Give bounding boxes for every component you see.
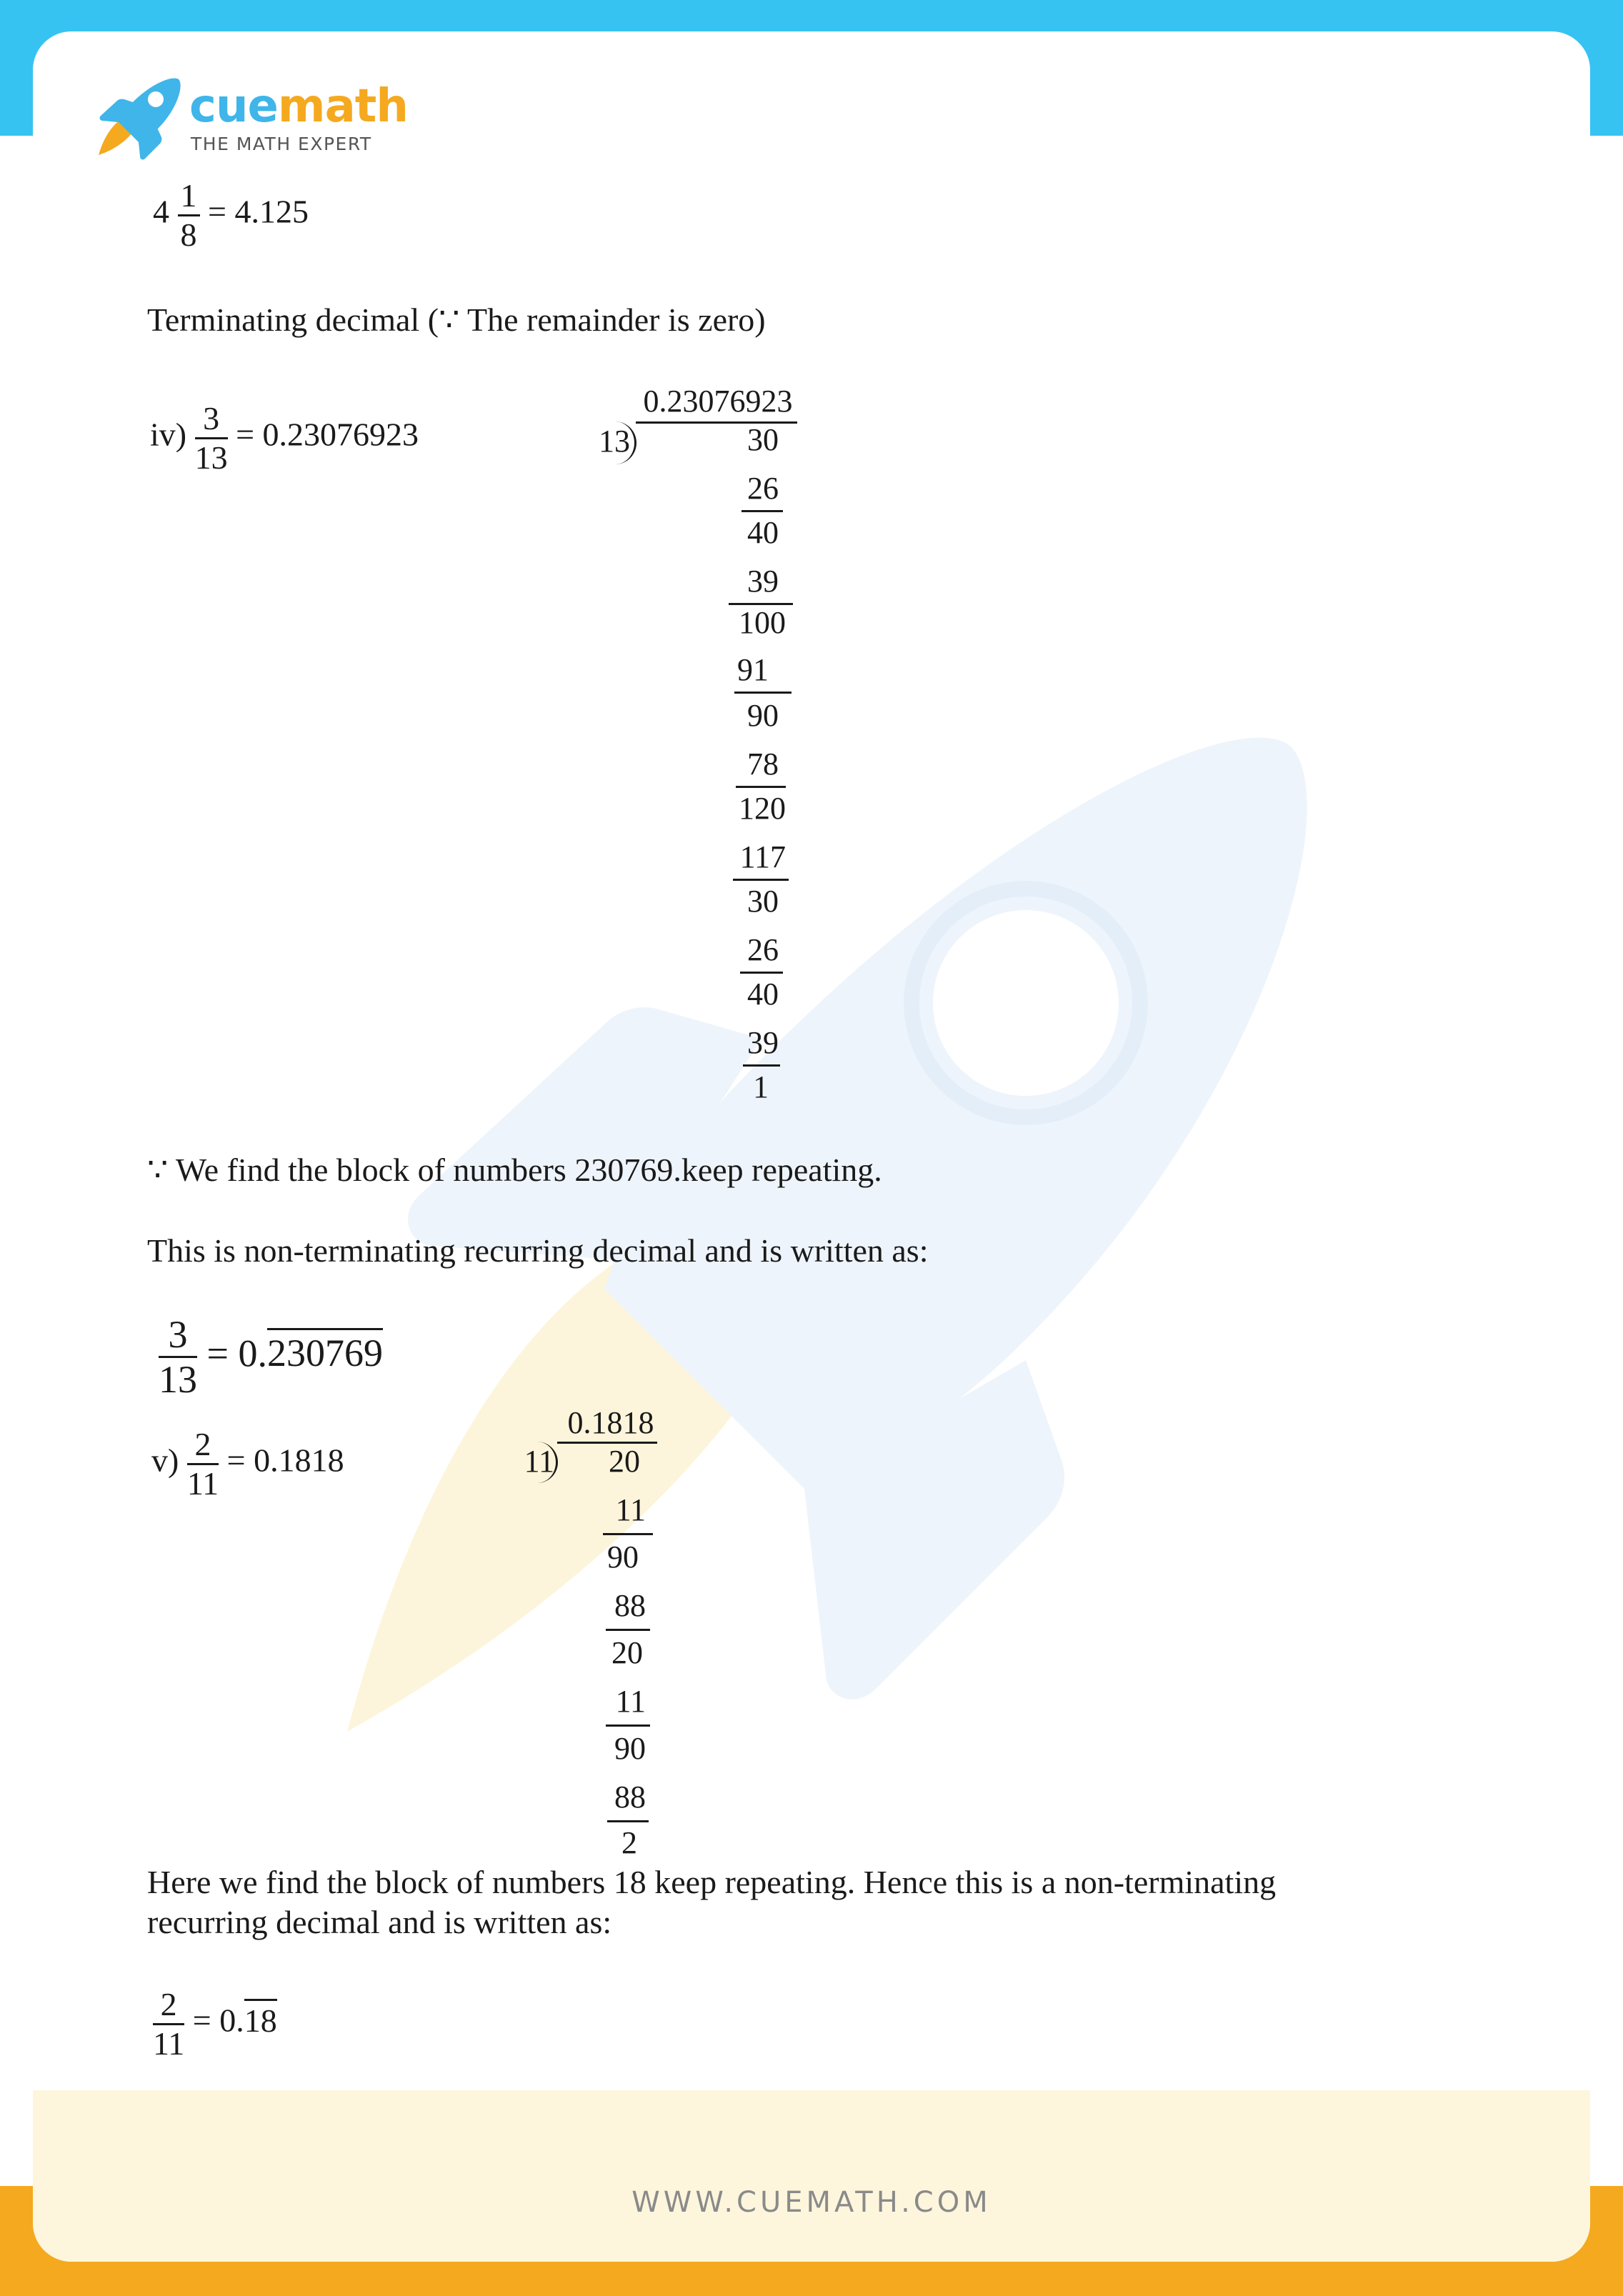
result-iv-fraction [159, 1313, 197, 1402]
division-v-step: 20 [609, 1444, 640, 1479]
division-iv-step: 40 [747, 977, 779, 1012]
repeat-note-v-line2: recurring decimal and is written as: [147, 1904, 612, 1940]
division-iv-step: 120 [739, 791, 786, 826]
part-v-denominator: 11 [186, 1464, 219, 1502]
mixed-whole: 4 [153, 193, 169, 230]
part-iv-label: iv) [150, 416, 187, 453]
part-v-rhs: = 0.1818 [226, 1442, 344, 1479]
result-iv-numerator: 3 [159, 1313, 197, 1358]
mixed-denominator: 8 [180, 216, 197, 253]
division-v-step: 20 [611, 1635, 643, 1670]
division-v-rule [606, 1725, 650, 1727]
division-iv-rule [736, 786, 786, 788]
division-v-step: 11 [615, 1684, 646, 1719]
part-iv-fraction [195, 400, 228, 476]
division-iv-step: 39 [747, 1025, 779, 1060]
part-v-numerator: 2 [187, 1426, 219, 1465]
division-v-step: 88 [614, 1780, 646, 1815]
division-v-step: 2 [621, 1825, 637, 1860]
division-v-step: 90 [614, 1731, 646, 1766]
division-iv-step: 40 [747, 515, 779, 550]
equation-mixed-number [153, 177, 309, 253]
division-v-rule [606, 1629, 650, 1631]
cuemath-rocket-logo-icon [93, 75, 186, 161]
footer-strip [33, 2090, 1590, 2262]
division-iv-step: 26 [747, 471, 779, 506]
result-v-equation [153, 1986, 277, 2062]
result-v-repeating-block: 18 [244, 1999, 277, 2039]
part-v-fraction [187, 1426, 219, 1502]
nonterminating-note-iv: This is non-terminating recurring decimal and is written as: [147, 1232, 929, 1269]
result-v-denominator: 11 [153, 2025, 185, 2062]
division-v-rule [603, 1533, 653, 1535]
part-iv-equation [150, 400, 419, 476]
division-v-rule [607, 1820, 649, 1822]
division-v-quotient: 0.1818 [567, 1405, 654, 1440]
result-iv-equation [159, 1313, 383, 1402]
brand-name-math: math [277, 80, 408, 133]
division-iv-step: 117 [739, 839, 786, 874]
repeat-note-iv: ∵ We find the block of numbers 230769.keep repeating. [147, 1152, 882, 1188]
division-v-step: 88 [614, 1588, 646, 1623]
part-v-equation [151, 1426, 344, 1502]
mixed-numerator: 1 [178, 177, 200, 216]
part-iv-rhs: = 0.23076923 [236, 416, 419, 453]
division-iv-rule [743, 1064, 780, 1067]
division-iv-step: 91 [737, 652, 769, 687]
result-iv-repeating-block: 230769 [267, 1328, 383, 1374]
division-iv-step: 39 [747, 564, 779, 599]
division-iv-rule [734, 692, 791, 694]
result-v-prefix: = 0. [192, 2002, 244, 2039]
division-iv-step: 1 [753, 1069, 769, 1104]
division-iv-step: 90 [747, 698, 779, 733]
division-v-divisor: 11 [524, 1444, 554, 1479]
result-iv-prefix: = 0. [206, 1332, 267, 1375]
division-iv-step: 26 [747, 932, 779, 967]
division-iv-quotient: 0.23076923 [643, 384, 793, 419]
result-v-numerator: 2 [153, 1986, 184, 2025]
footer-url[interactable]: WWW.CUEMATH.COM [631, 2186, 992, 2219]
division-v-step: 11 [615, 1492, 646, 1527]
rocket-watermark-icon [304, 717, 1347, 1732]
part-iv-numerator: 3 [195, 400, 228, 439]
result-iv-denominator: 13 [159, 1358, 197, 1402]
brand-name [189, 80, 408, 133]
division-iv-rule [733, 879, 789, 881]
repeat-note-v-line1: Here we find the block of numbers 18 keep repeating. Hence this is a non-terminating [147, 1864, 1277, 1900]
division-iv-rule [741, 510, 783, 512]
brand-name-cue: cue [189, 80, 278, 133]
brand-tagline: THE MATH EXPERT [191, 134, 372, 154]
division-iv-step: 30 [747, 422, 779, 457]
part-iv-denominator: 13 [194, 439, 228, 476]
mixed-fraction [178, 177, 200, 253]
mixed-rhs: = 4.125 [208, 193, 309, 230]
division-iv-step: 100 [739, 605, 786, 640]
division-iv-step: 78 [747, 747, 779, 782]
division-iv-rule [740, 972, 783, 974]
division-iv-divisor: 13 [599, 424, 630, 459]
terminating-note: Terminating decimal (∵ The remainder is zero) [147, 301, 766, 338]
division-iv-step: 30 [747, 884, 779, 919]
division-v-step: 90 [607, 1539, 639, 1574]
result-v-fraction [153, 1986, 184, 2062]
part-v-label: v) [151, 1442, 179, 1479]
